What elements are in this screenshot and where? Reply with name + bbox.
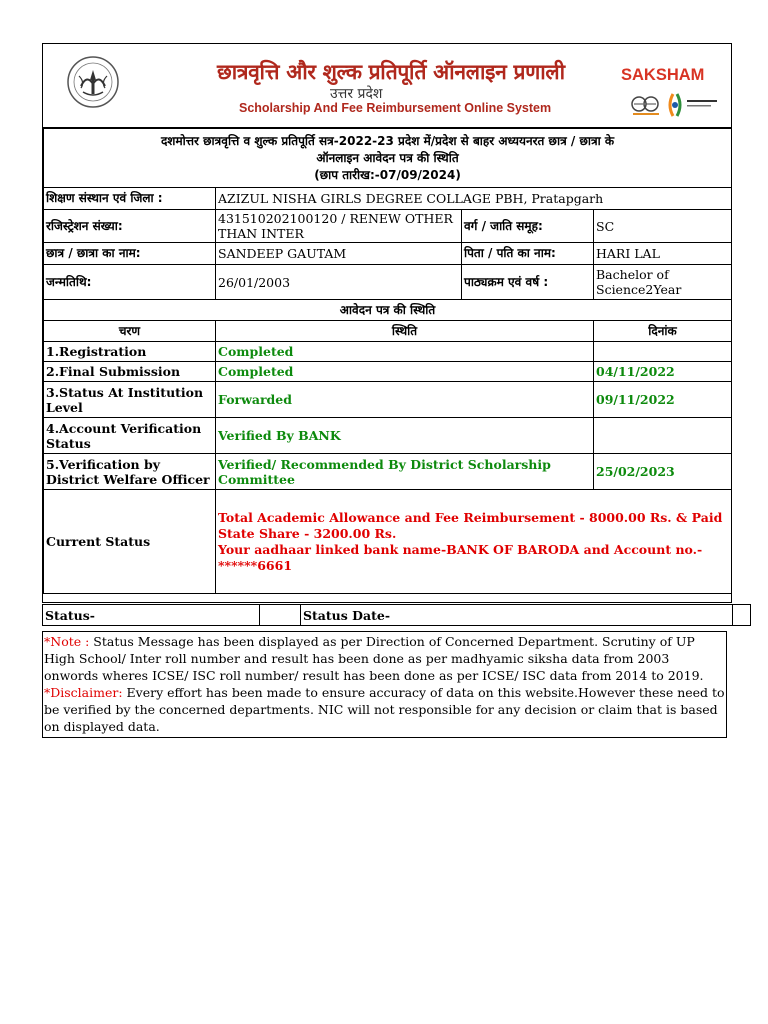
bank-account-text: Your aadhaar linked bank name-BANK OF BARODA and Account no.- ******6661 [218, 541, 703, 573]
form-heading-line1: दशमोत्तर छात्रवृत्ति व शुल्क प्रतिपूर्ति सत्र-2022-23 प्रदेश में/प्रदेश से बाहर अध्ययनरत छात्र / छात्रा के [160, 133, 615, 148]
student-name-label: छात्र / छात्रा का नाम: [44, 243, 216, 265]
stage-cell: 5.Verification by District Welfare Officer [44, 454, 216, 490]
course-value: Bachelor of Science2Year [594, 265, 732, 300]
category-label: वर्ग / जाति समूह: [462, 210, 594, 243]
status-bar [42, 604, 728, 626]
up-government-emblem-icon [67, 56, 119, 108]
application-status-form [42, 43, 732, 603]
form-heading [44, 129, 732, 188]
portal-title-english: Scholarship And Fee Reimbursement Online System [239, 101, 552, 115]
registration-label: रजिस्ट्रेशन संख्या: [44, 210, 216, 243]
col-header-stage: चरण [44, 321, 216, 342]
page-header [43, 44, 731, 128]
table-row [44, 418, 732, 454]
date-cell: 25/02/2023 [594, 454, 732, 490]
dob-label: जन्मतिथि: [44, 265, 216, 300]
table-row [44, 362, 732, 382]
table-row [44, 342, 732, 362]
saksham-brand: SAKSHAM [621, 66, 705, 84]
current-status-label: Current Status [44, 490, 216, 594]
status-cell: Completed [216, 362, 594, 382]
note-text: Status Message has been displayed as per Direction of Concerned Department. Scrutiny of UP High School/ Inter roll number and result has been done as per madhyamic siksha data from 2003 onwords wheres ICSE/ ISC roll number/ result has been done as per ICSE/ ISC data from 2014 to 2019. [44, 634, 704, 683]
status-cell: Completed [216, 342, 594, 362]
stage-cell: 3.Status At Institution Level [44, 382, 216, 418]
father-name-value: HARI LAL [594, 243, 732, 265]
digital-india-logo-icon [629, 88, 721, 122]
current-status-message [216, 490, 732, 594]
status-date-label: Status Date- [301, 605, 733, 626]
status-cell: Verified/ Recommended By District Scholarship Committee [216, 454, 594, 490]
status-section-title: आवेदन पत्र की स्थिति [44, 300, 732, 321]
disclaimer-text: Every effort has been made to ensure accuracy of data on this website.However these need to be verified by the concerned departments. NIC will not responsible for any decision or claim that is based on displayed data. [44, 685, 725, 734]
registration-value: 431510202100120 / RENEW OTHER THAN INTER [216, 210, 462, 243]
status-cell: Verified By BANK [216, 418, 594, 454]
portal-title-hindi: छात्रवृत्ति और शुल्क प्रतिपूर्ति ऑनलाइन प्रणाली [217, 60, 565, 84]
stage-cell: 1.Registration [44, 342, 216, 362]
stage-cell: 2.Final Submission [44, 362, 216, 382]
status-date-value [733, 605, 751, 626]
application-details-table [43, 128, 732, 594]
status-cell: Forwarded [216, 382, 594, 418]
note-label: *Note : [44, 634, 90, 649]
date-cell: 09/11/2022 [594, 382, 732, 418]
category-value: SC [594, 210, 732, 243]
father-name-label: पिता / पति का नाम: [462, 243, 594, 265]
print-date: (छाप तारीख:-07/09/2024) [314, 167, 461, 182]
status-label: Status- [43, 605, 260, 626]
date-cell [594, 342, 732, 362]
disclaimer-label: *Disclaimer: [44, 685, 123, 700]
notes-box [42, 631, 727, 738]
dob-value: 26/01/2003 [216, 265, 462, 300]
stage-cell: 4.Account Verification Status [44, 418, 216, 454]
form-heading-line2: ऑनलाइन आवेदन पत्र की स्थिति [316, 150, 459, 165]
date-cell: 04/11/2022 [594, 362, 732, 382]
institution-label: शिक्षण संस्थान एवं जिला : [44, 188, 216, 210]
state-name-hindi: उत्तर प्रदेश [330, 86, 383, 102]
date-cell [594, 418, 732, 454]
table-row [44, 454, 732, 490]
status-value [260, 605, 301, 626]
col-header-status: स्थिति [216, 321, 594, 342]
student-name-value: SANDEEP GAUTAM [216, 243, 462, 265]
course-label: पाठ्यक्रम एवं वर्ष : [462, 265, 594, 300]
reimbursement-amount-text: Total Academic Allowance and Fee Reimbursement - 8000.00 Rs. & Paid State Share - 3200.00 Rs. [218, 509, 723, 541]
table-row [44, 382, 732, 418]
col-header-date: दिनांक [594, 321, 732, 342]
institution-value: AZIZUL NISHA GIRLS DEGREE COLLAGE PBH, Pratapgarh [216, 188, 732, 210]
